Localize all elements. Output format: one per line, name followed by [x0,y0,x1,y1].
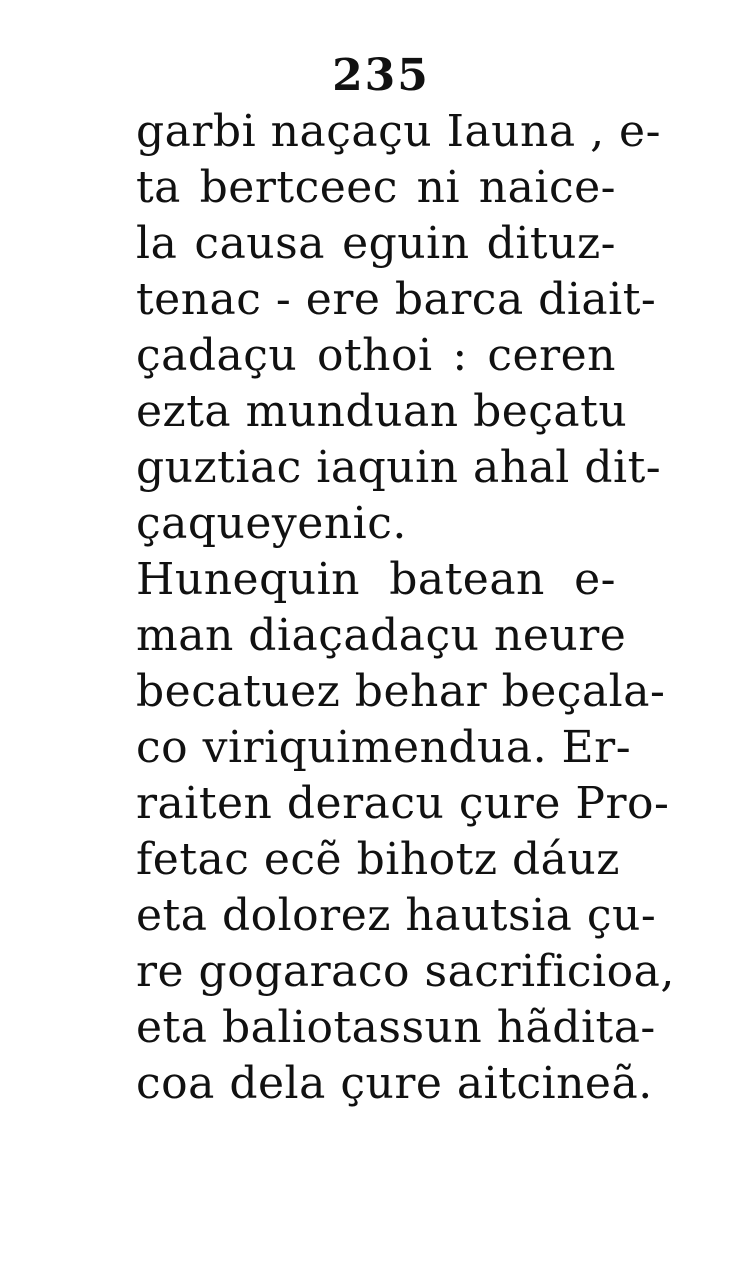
text-line: la causa eguin dituz- [136,218,616,269]
text-line: man diaçadaçu neure [136,610,627,661]
text-line: tenac - ere barca diait- [136,274,657,325]
text-line: eta baliotassun hãdita- [136,1002,656,1053]
text-line: fetac ecẽ bihotz dáuz [136,834,620,885]
text-line: raiten deracu çure Pro- [136,778,670,829]
text-line: eta dolorez hautsia çu- [136,890,657,941]
text-line: guztiac iaquin ahal dit- [136,442,662,493]
text-line: ta bertceec ni naice- [136,162,616,213]
body-text [136,104,675,1112]
text-line: çaqueyenic. [136,498,407,549]
text-line: co viriquimendua. Er- [136,722,632,773]
text-line: garbi naçaçu Iauna , e- [136,106,661,157]
text-line: çadaçu othoi : ceren [136,330,616,381]
page-number: 235 [332,50,430,101]
text-line: ezta munduan beçatu [136,386,628,437]
text-line: Hunequin batean e- [136,554,616,605]
text-line: coa dela çure aitcineã. [136,1058,653,1109]
text-line: becatuez behar beçala- [136,666,666,717]
text-line: re gogaraco sacrificioa, [136,946,675,997]
